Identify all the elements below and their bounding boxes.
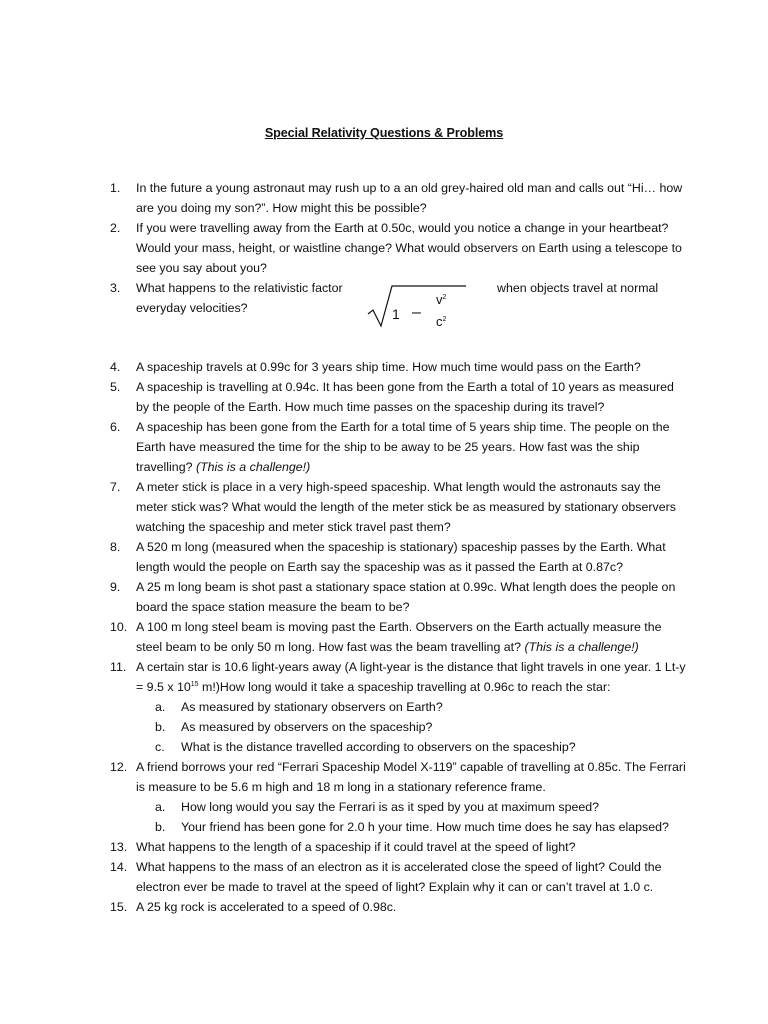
- question-text: What happens to the length of a spaceship if it could travel at the speed of light?: [136, 840, 576, 854]
- square-root-sign: [362, 280, 482, 330]
- question-13: [110, 837, 690, 857]
- question-number: 9.: [110, 580, 121, 594]
- question-number: 14.: [110, 860, 128, 874]
- question-body: A 100 m long steel beam is moving past the Earth. Observers on the Earth actually measure the steel beam to be only 50 m long. How fast was the beam travelling at?: [136, 620, 662, 654]
- question-number: 3.: [110, 281, 121, 295]
- question-number: 15.: [110, 900, 128, 914]
- relativistic-factor-formula: [362, 280, 482, 330]
- question-body-part2: m!)How long would it take a spaceship travelling at 0.96c to reach the star:: [198, 680, 611, 694]
- question-6: [110, 417, 690, 477]
- question-12-part-a: [155, 797, 695, 817]
- question-text: What happens to the mass of an electron as it is accelerated close the speed of light? Could the electron ever be made to travel at the speed of light? Explain why it can or can’t travel at 1.0 c.: [136, 860, 662, 894]
- question-number: 4.: [110, 360, 121, 374]
- question-number: 13.: [110, 840, 128, 854]
- challenge-note: (This is a challenge!): [524, 640, 639, 654]
- formula-c-exponent: 2: [442, 316, 447, 323]
- sub-question-text: Your friend has been gone for 2.0 h your time. How much time does he say has elapsed?: [181, 820, 669, 834]
- sub-question-text: As measured by stationary observers on Earth?: [181, 700, 443, 714]
- question-number: 12.: [110, 760, 128, 774]
- sub-question-text: What is the distance travelled according to observers on the spaceship?: [181, 740, 576, 754]
- question-5: [110, 377, 690, 417]
- question-12: [110, 757, 690, 797]
- formula-v-exponent: 2: [442, 294, 447, 301]
- sub-question-letter: a.: [155, 800, 166, 814]
- question-body: A spaceship has been gone from the Earth for a total time of 5 years ship time. The people on the Earth have measured the time for the ship to be away to be 25 years. How fast was the ship travelling?: [136, 420, 670, 474]
- question-text: A friend borrows your red “Ferrari Spaceship Model X-119” capable of travelling at 0.85c. The Ferrari is measure to be 5.6 m high and 18 m long in a stationary reference frame.: [136, 760, 686, 794]
- question-number: 10.: [110, 620, 128, 634]
- question-text: A meter stick is place in a very high-speed spaceship. What length would the astronauts say the meter stick was? What would the length of the meter stick be as measured by stationary observers watching the spaceship and meter stick travel past them?: [136, 480, 676, 534]
- question-4: [110, 357, 690, 377]
- question-number: 11.: [110, 660, 127, 674]
- question-7: [110, 477, 690, 537]
- question-11: [110, 657, 690, 697]
- sub-question-letter: c.: [155, 740, 165, 754]
- question-number: 5.: [110, 380, 121, 394]
- question-number: 1.: [110, 181, 121, 195]
- formula-minus: –: [412, 304, 421, 321]
- question-text-line2: everyday velocities?: [136, 301, 248, 315]
- question-number: 8.: [110, 540, 121, 554]
- formula-denominator: [436, 314, 446, 329]
- question-text: If you were travelling away from the Earth at 0.50c, would you notice a change in your heartbeat? Would your mass, height, or waistline change? What would observers on Earth using a telescope to see you say about you?: [136, 221, 682, 275]
- sub-question-letter: a.: [155, 700, 166, 714]
- question-9: [110, 577, 690, 617]
- question-body-part1: A certain star is 10.6 light-years away (A light-year is the distance that light travels in one year. 1 Lt-y = 9.5 x 10: [136, 660, 686, 694]
- question-text: A 25 m long beam is shot past a stationary space station at 0.99c. What length does the people on board the space station measure the beam to be?: [136, 580, 676, 614]
- question-3-continuation: when objects travel at normal: [497, 281, 659, 295]
- sub-question-text: As measured by observers on the spaceship?: [181, 720, 433, 734]
- exponent: 15: [190, 681, 199, 688]
- question-text: A 520 m long (measured when the spaceship is stationary) spaceship passes by the Earth. What length would the people on Earth say the spaceship was as it passed the Earth at 0.87c?: [136, 540, 666, 574]
- question-15: [110, 897, 690, 917]
- question-11-part-b: [155, 717, 695, 737]
- question-text: A spaceship travels at 0.99c for 3 years ship time. How much time would pass on the Earth?: [136, 360, 641, 374]
- sub-question-letter: b.: [155, 720, 166, 734]
- question-text: A spaceship is travelling at 0.94c. It has been gone from the Earth a total of 10 years as measured by the people of the Earth. How much time passes on the spaceship during its travel?: [136, 380, 674, 414]
- question-14: [110, 857, 690, 897]
- question-11-part-a: [155, 697, 695, 717]
- question-2: [110, 218, 690, 278]
- question-1: [110, 178, 690, 218]
- sub-question-letter: b.: [155, 820, 166, 834]
- question-12-part-b: [155, 817, 695, 837]
- question-11-part-c: [155, 737, 695, 757]
- formula-numerator: [436, 292, 446, 307]
- question-text-line1: What happens to the relativistic factor: [136, 281, 343, 295]
- formula-c: c: [436, 314, 443, 329]
- formula-one: 1: [392, 306, 400, 322]
- formula-v: v: [436, 292, 443, 307]
- question-text: A 25 kg rock is accelerated to a speed of 0.98c.: [136, 900, 397, 914]
- question-number: 2.: [110, 221, 121, 235]
- question-10: [110, 617, 690, 657]
- question-8: [110, 537, 690, 577]
- question-number: 7.: [110, 480, 121, 494]
- page-title: Special Relativity Questions & Problems: [264, 126, 504, 140]
- question-text: [136, 657, 690, 697]
- challenge-note: (This is a challenge!): [195, 460, 311, 474]
- question-text: [136, 617, 690, 657]
- question-text: [136, 417, 690, 477]
- question-text: In the future a young astronaut may rush up to a an old grey-haired old man and calls out “Hi… how are you doing my son?”. How might this be possible?: [136, 181, 683, 215]
- sub-question-text: How long would you say the Ferrari is as it sped by you at maximum speed?: [181, 800, 600, 814]
- question-number: 6.: [110, 420, 121, 434]
